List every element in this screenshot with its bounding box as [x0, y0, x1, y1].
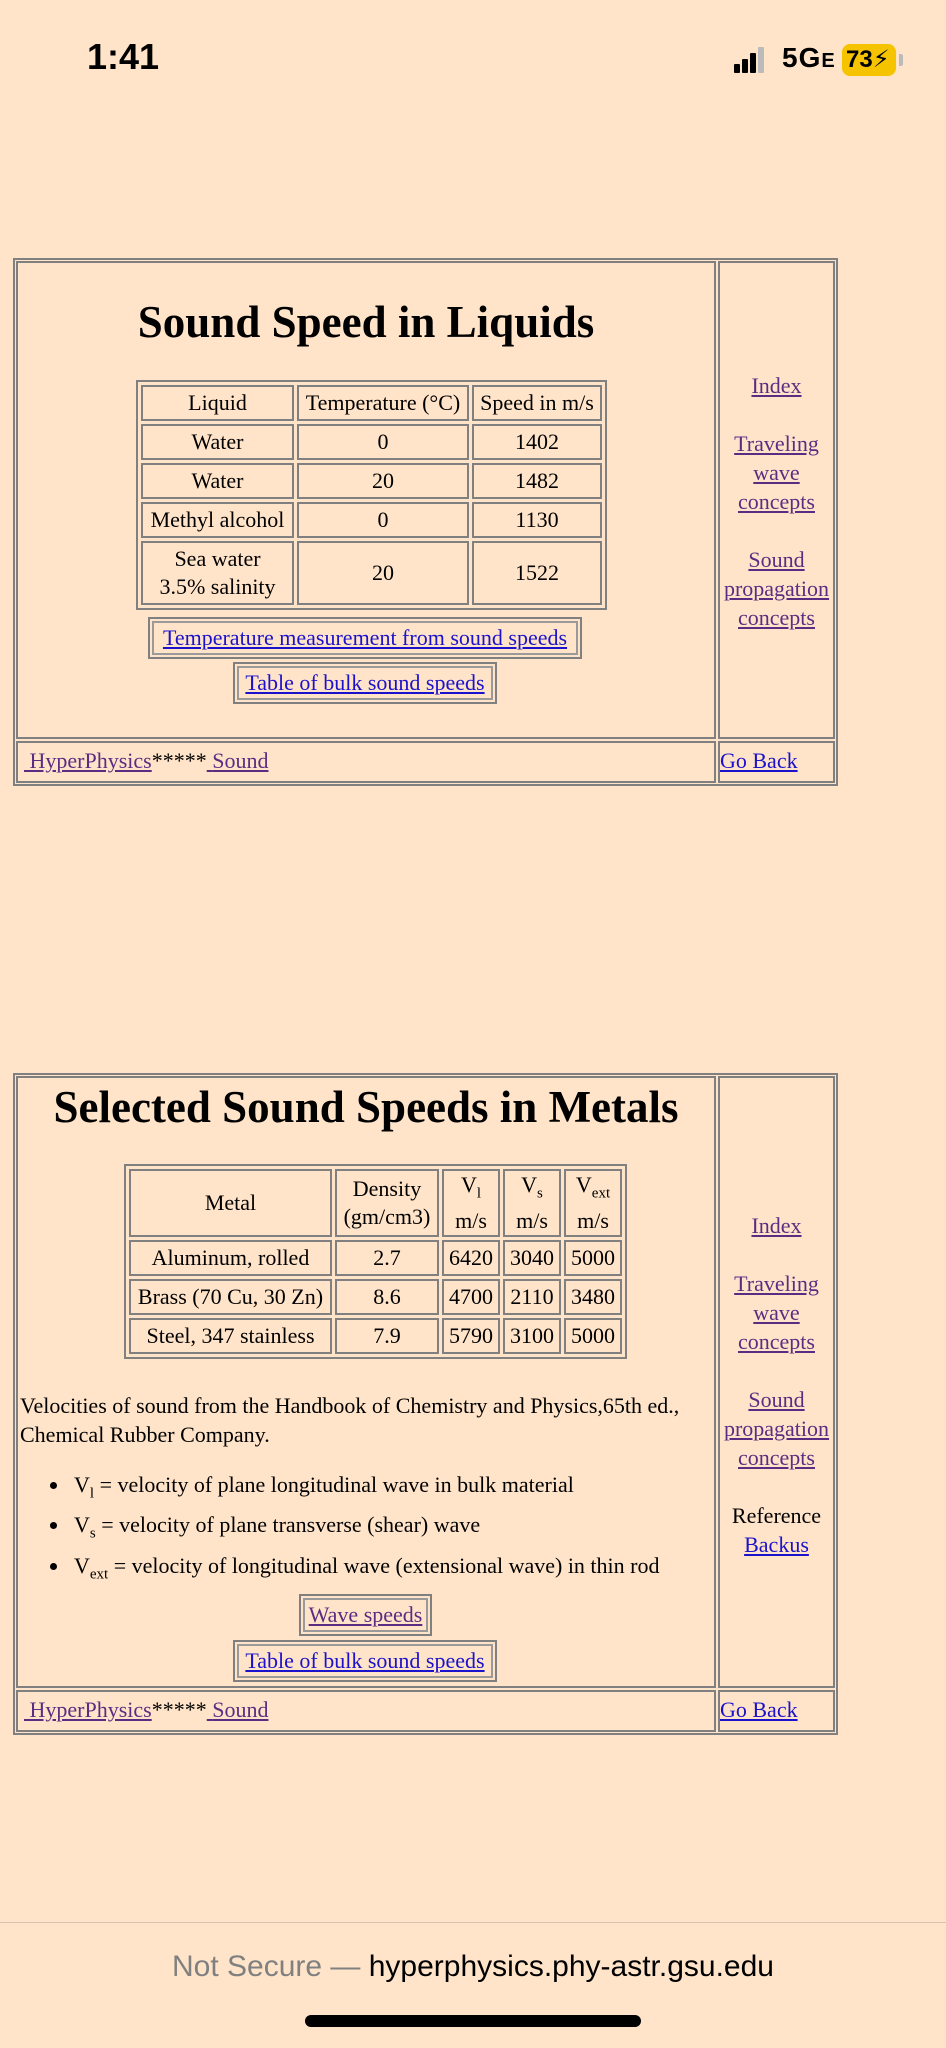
cell-vext: 5000 [564, 1318, 622, 1354]
header-vext: $V_{ext}$ m/s [564, 1169, 622, 1237]
cell-vs: 3100 [503, 1318, 561, 1354]
liquids-footer-nav [24, 747, 268, 775]
cell-metal: Steel, 347 stainless [129, 1318, 332, 1354]
cell-vs: 3040 [503, 1240, 561, 1276]
wave-speeds-link[interactable]: Wave speeds [308, 1602, 423, 1627]
cell-vext: 3480 [564, 1279, 622, 1315]
go-back-link[interactable]: Go Back [720, 1697, 798, 1722]
table-row [141, 424, 602, 460]
cell-temp: 0 [297, 424, 469, 460]
table-row [129, 1240, 622, 1276]
source-note: Velocities of sound from the Handbook of Chemistry and Physics,65th ed., Chemical Rubber Company. [20, 1393, 680, 1447]
metals-side-links [720, 1211, 833, 1559]
reference-label: Reference [731, 1503, 822, 1528]
temperature-measurement-link[interactable]: Temperature measurement from sound speeds [162, 625, 568, 650]
cell-vext: 5000 [564, 1240, 622, 1276]
cell-speed: 1482 [472, 463, 602, 499]
bulk-table-box-2 [233, 1640, 497, 1682]
cell-vl: 4700 [442, 1279, 500, 1315]
cell-liquid: Water [141, 463, 294, 499]
cell-density: 7.9 [335, 1318, 439, 1354]
footer-stars: ***** [151, 748, 207, 773]
liquids-side-links [720, 371, 833, 632]
cell-metal: Aluminum, rolled [129, 1240, 332, 1276]
status-time: 1:41 [87, 36, 160, 77]
header-temperature: Temperature (°C) [297, 385, 469, 421]
cell-liquid: Methyl alcohol [141, 502, 294, 538]
list-item: $V_s$ = velocity of plane transverse (shear) wave [34, 1509, 714, 1549]
bulk-sound-speeds-link-2[interactable]: Table of bulk sound speeds [245, 1648, 485, 1673]
address-bar[interactable] [0, 1950, 946, 1984]
bulk-sound-speeds-link[interactable]: Table of bulk sound speeds [245, 670, 485, 695]
hyperphysics-link[interactable]: HyperPhysics [29, 1697, 152, 1722]
metals-footer-nav [24, 1696, 268, 1724]
header-liquid: Liquid [141, 385, 294, 421]
sound-link[interactable]: Sound [212, 748, 269, 773]
table-row [141, 541, 602, 605]
velocity-definitions [34, 1469, 714, 1590]
liquids-go-back-wrap [720, 747, 798, 775]
header-vs: $V_s$ m/s [503, 1169, 561, 1237]
network-indicator: 5GE [782, 42, 836, 73]
cell-metal: Brass (70 Cu, 30 Zn) [129, 1279, 332, 1315]
toolbar-divider [0, 1922, 946, 1923]
cell-temp: 20 [297, 463, 469, 499]
cell-liquid: Sea water 3.5% salinity [141, 541, 294, 605]
cell-density: 2.7 [335, 1240, 439, 1276]
sound-propagation-concepts-link[interactable]: Sound propagation concepts [723, 547, 830, 630]
cell-vs: 2110 [503, 1279, 561, 1315]
cell-vl: 6420 [442, 1240, 500, 1276]
metals-table [124, 1164, 627, 1359]
wave-speeds-box [299, 1594, 432, 1636]
header-density: Density (gm/cm3) [335, 1169, 439, 1237]
traveling-wave-concepts-link[interactable]: Traveling wave concepts [734, 431, 819, 514]
table-header-row [141, 385, 602, 421]
cell-vl: 5790 [442, 1318, 500, 1354]
sound-link[interactable]: Sound [212, 1697, 269, 1722]
home-indicator[interactable] [305, 2015, 641, 2027]
sound-propagation-concepts-link[interactable]: Sound propagation concepts [723, 1387, 830, 1470]
traveling-wave-concepts-link[interactable]: Traveling wave concepts [734, 1271, 819, 1354]
metals-title: Selected Sound Speeds in Metals [53, 1082, 679, 1132]
footer-stars: ***** [151, 1697, 207, 1722]
battery-icon: 73⚡ [842, 44, 896, 76]
liquids-title: Sound Speed in Liquids [137, 297, 595, 347]
cell-speed: 1402 [472, 424, 602, 460]
table-row [141, 463, 602, 499]
table-header-row [129, 1169, 622, 1237]
list-item: $V_{ext}$ = velocity of longitudinal wave (extensional wave) in thin rod [34, 1550, 714, 1590]
cell-liquid: Water [141, 424, 294, 460]
go-back-link[interactable]: Go Back [720, 748, 798, 773]
list-item: $V_l$ = velocity of plane longitudinal wave in bulk material [34, 1469, 714, 1509]
index-link[interactable]: Index [751, 1213, 802, 1238]
bulk-table-box [233, 662, 497, 704]
index-link[interactable]: Index [751, 373, 802, 398]
temperature-measurement-box [148, 617, 582, 659]
not-secure-label: Not Secure — [172, 1950, 369, 1983]
liquids-table [136, 380, 607, 610]
table-row [129, 1318, 622, 1354]
cell-speed: 1130 [472, 502, 602, 538]
backus-link[interactable]: Backus [744, 1532, 809, 1557]
cell-density: 8.6 [335, 1279, 439, 1315]
table-row [129, 1279, 622, 1315]
cell-speed: 1522 [472, 541, 602, 605]
header-speed: Speed in m/s [472, 385, 602, 421]
header-vl: $V_l$ m/s [442, 1169, 500, 1237]
url-host: hyperphysics.phy-astr.gsu.edu [368, 1950, 774, 1983]
hyperphysics-link[interactable]: HyperPhysics [29, 748, 152, 773]
cellular-signal-icon [734, 47, 766, 73]
table-row [141, 502, 602, 538]
metals-go-back-wrap [720, 1696, 798, 1724]
cell-temp: 0 [297, 502, 469, 538]
cell-temp: 20 [297, 541, 469, 605]
header-metal: Metal [129, 1169, 332, 1237]
